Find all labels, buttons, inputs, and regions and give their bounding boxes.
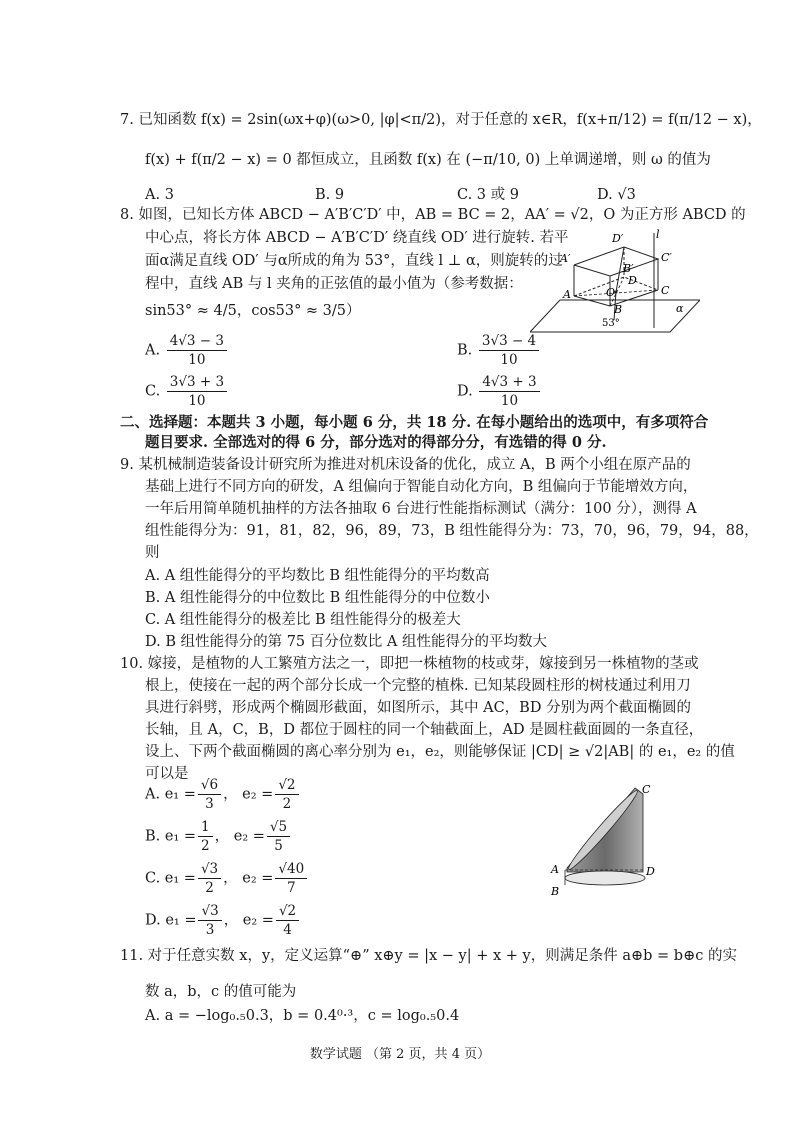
label-alpha: α [676, 302, 684, 315]
label-A: A [551, 863, 559, 876]
q8-option-c: C. $\frac{3√3 + 3}{10}$ [145, 373, 229, 410]
q8-option-a: A. $\frac{4√3 - 3}{10}$ [145, 332, 229, 369]
label-A: A [563, 288, 571, 301]
q8-line2: 中心点，将长方体 ABCD − A′B′C′D′ 绕直线 OD′ 进行旋转. 若平 [145, 230, 569, 246]
page-footer: 数学试题 （第 2 页，共 4 页） [309, 1047, 491, 1062]
q9-option-d: D. B 组性能得分的第 75 百分位数比 A 组性能得分的平均数大 [145, 634, 547, 650]
q9-line5: 则 [145, 545, 160, 561]
q10-line5: 设上、下两个截面椭圆的离心率分别为 e₁，e₂，则能够保证 |CD| ≥ √2|AB| 的 e₁，e₂ 的值 [145, 744, 735, 760]
q10-option-d: D. e₁ = $\frac{√3}{3}$ ， e₂ = $\frac{√2}{4}$ [145, 902, 301, 939]
q8-option-b: B. $\frac{3√3 - 4}{10}$ [457, 332, 541, 369]
q10-line4: 长轴，且 A，C，B，D 都位于圆柱的同一个轴截面上，AD 是圆柱截面圆的一条直径， [145, 722, 704, 738]
q9-line4: 组性能得分为：91，81，82，96，89，73，B 组性能得分为：73，70，96，79，94，88， [145, 523, 759, 539]
q7-line1: 7. 已知函数 f(x) = 2sin(ωx+φ)(ω>0, |φ|<π/2)，对于任意的 x∈R，f(x+π/12) = f(π/12 − x)， [120, 112, 762, 128]
q10-branch-figure [545, 780, 665, 905]
q11-line1: 11. 对于任意实数 x，y，定义运算“⊕” x⊕y = |x − y| + x + y，则满足条件 a⊕b = b⊕c 的实 [120, 948, 737, 964]
q8-line1: 8. 如图，已知长方体 ABCD − A′B′C′D′ 中，AB = BC = 2，AA′ = √2，O 为正方形 ABCD 的 [120, 207, 746, 223]
q7-option-a: A. 3 [145, 187, 174, 203]
q8-line5: sin53° ≈ 4/5，cos53° ≈ 3/5） [145, 303, 361, 319]
label-D: D [628, 274, 637, 287]
label-D-prime: D′ [612, 232, 624, 245]
q7-option-c: C. 3 或 9 [457, 187, 519, 203]
q9-option-b: B. A 组性能得分的中位数比 B 组性能得分的中位数小 [145, 590, 490, 606]
q10-option-b: B. e₁ = $\frac{1}{2}$ ， e₂ = $\frac{√5}{5}$ [145, 818, 292, 855]
lower-ellipse [565, 871, 645, 885]
q9-line2: 基础上进行不同方向的研发，A 组偏向于智能自动化方向，B 组偏向于节能增效方向， [145, 479, 698, 495]
q9-line1: 9. 某机械制造装备设计研究所为推进对机床设备的优化，成立 A，B 两个小组在原产品的 [120, 457, 691, 473]
q9-line3: 一年后用简单随机抽样的方法各抽取 6 台进行性能指标测试（满分：100 分），测得 A [145, 501, 697, 517]
q11-option-a: A. a = −log₀.₅0.3，b = 0.4⁰·³，c = log₀.₅0.4 [145, 1008, 460, 1024]
q8-line4: 程中，直线 AB 与 l 夹角的正弦值的最小值为（参考数据： [145, 276, 523, 292]
label-B: B [614, 303, 623, 316]
q9-option-c: C. A 组性能得分的极差比 B 组性能得分的极差大 [145, 612, 461, 628]
q11-line2: 数 a，b，c 的值可能为 [145, 984, 297, 1000]
q10-option-a: A. e₁ = $\frac{√6}{3}$ ， e₂ = $\frac{√2}{2}$ [145, 776, 301, 813]
q7-line2: f(x) + f(π/2 − x) = 0 都恒成立，且函数 f(x) 在 (−π/10, 0) 上单调递增，则 ω 的值为 [145, 152, 711, 168]
section2-line1: 二、选择题：本题共 3 小题，每小题 6 分，共 18 分. 在每小题给出的选项中，有多项符合 [120, 414, 709, 431]
q9-option-a: A. A 组性能得分的平均数比 B 组性能得分的平均数高 [145, 568, 490, 584]
label-B-prime: B′ [623, 262, 634, 275]
q10-option-c: C. e₁ = $\frac{√3}{2}$ ， e₂ = $\frac{√40}{7}$ [145, 860, 309, 897]
q8-cuboid-figure [530, 228, 700, 343]
q10-line2: 根上，使接在一起的两个部分长成一个完整的植株. 已知某段圆柱形的树枝通过利用刀 [145, 678, 691, 694]
q10-line3: 具进行斜劈，形成两个椭圆形截面，如图所示，其中 AC，BD 分别为两个截面椭圆的 [145, 700, 692, 716]
section2-line2: 题目要求. 全部选对的得 6 分，部分选对的得部分分，有选错的得 0 分. [145, 434, 607, 451]
q7-option-d: D. √3 [597, 187, 636, 203]
q8-option-d: D. $\frac{4√3 + 3}{10}$ [457, 373, 542, 410]
label-53deg: 53° [602, 318, 620, 329]
label-C-prime: C′ [661, 251, 672, 264]
label-A-prime: A′ [560, 252, 571, 265]
q10-line1: 10. 嫁接，是植物的人工繁殖方法之一，即把一株植物的枝或芽，嫁接到另一株植物的茎或 [120, 656, 699, 672]
label-C: C [642, 783, 651, 796]
label-l: l [656, 228, 660, 241]
label-O: O [606, 286, 616, 299]
q7-option-b: B. 9 [315, 187, 345, 203]
label-C: C [661, 284, 670, 297]
label-B: B [551, 885, 560, 898]
q8-line3: 面α满足直线 OD′ 与α所成的角为 53°，直线 l ⊥ α，则旋转的过 [145, 253, 563, 269]
q10-line6: 可以是 [145, 766, 189, 782]
label-D: D [646, 865, 655, 878]
